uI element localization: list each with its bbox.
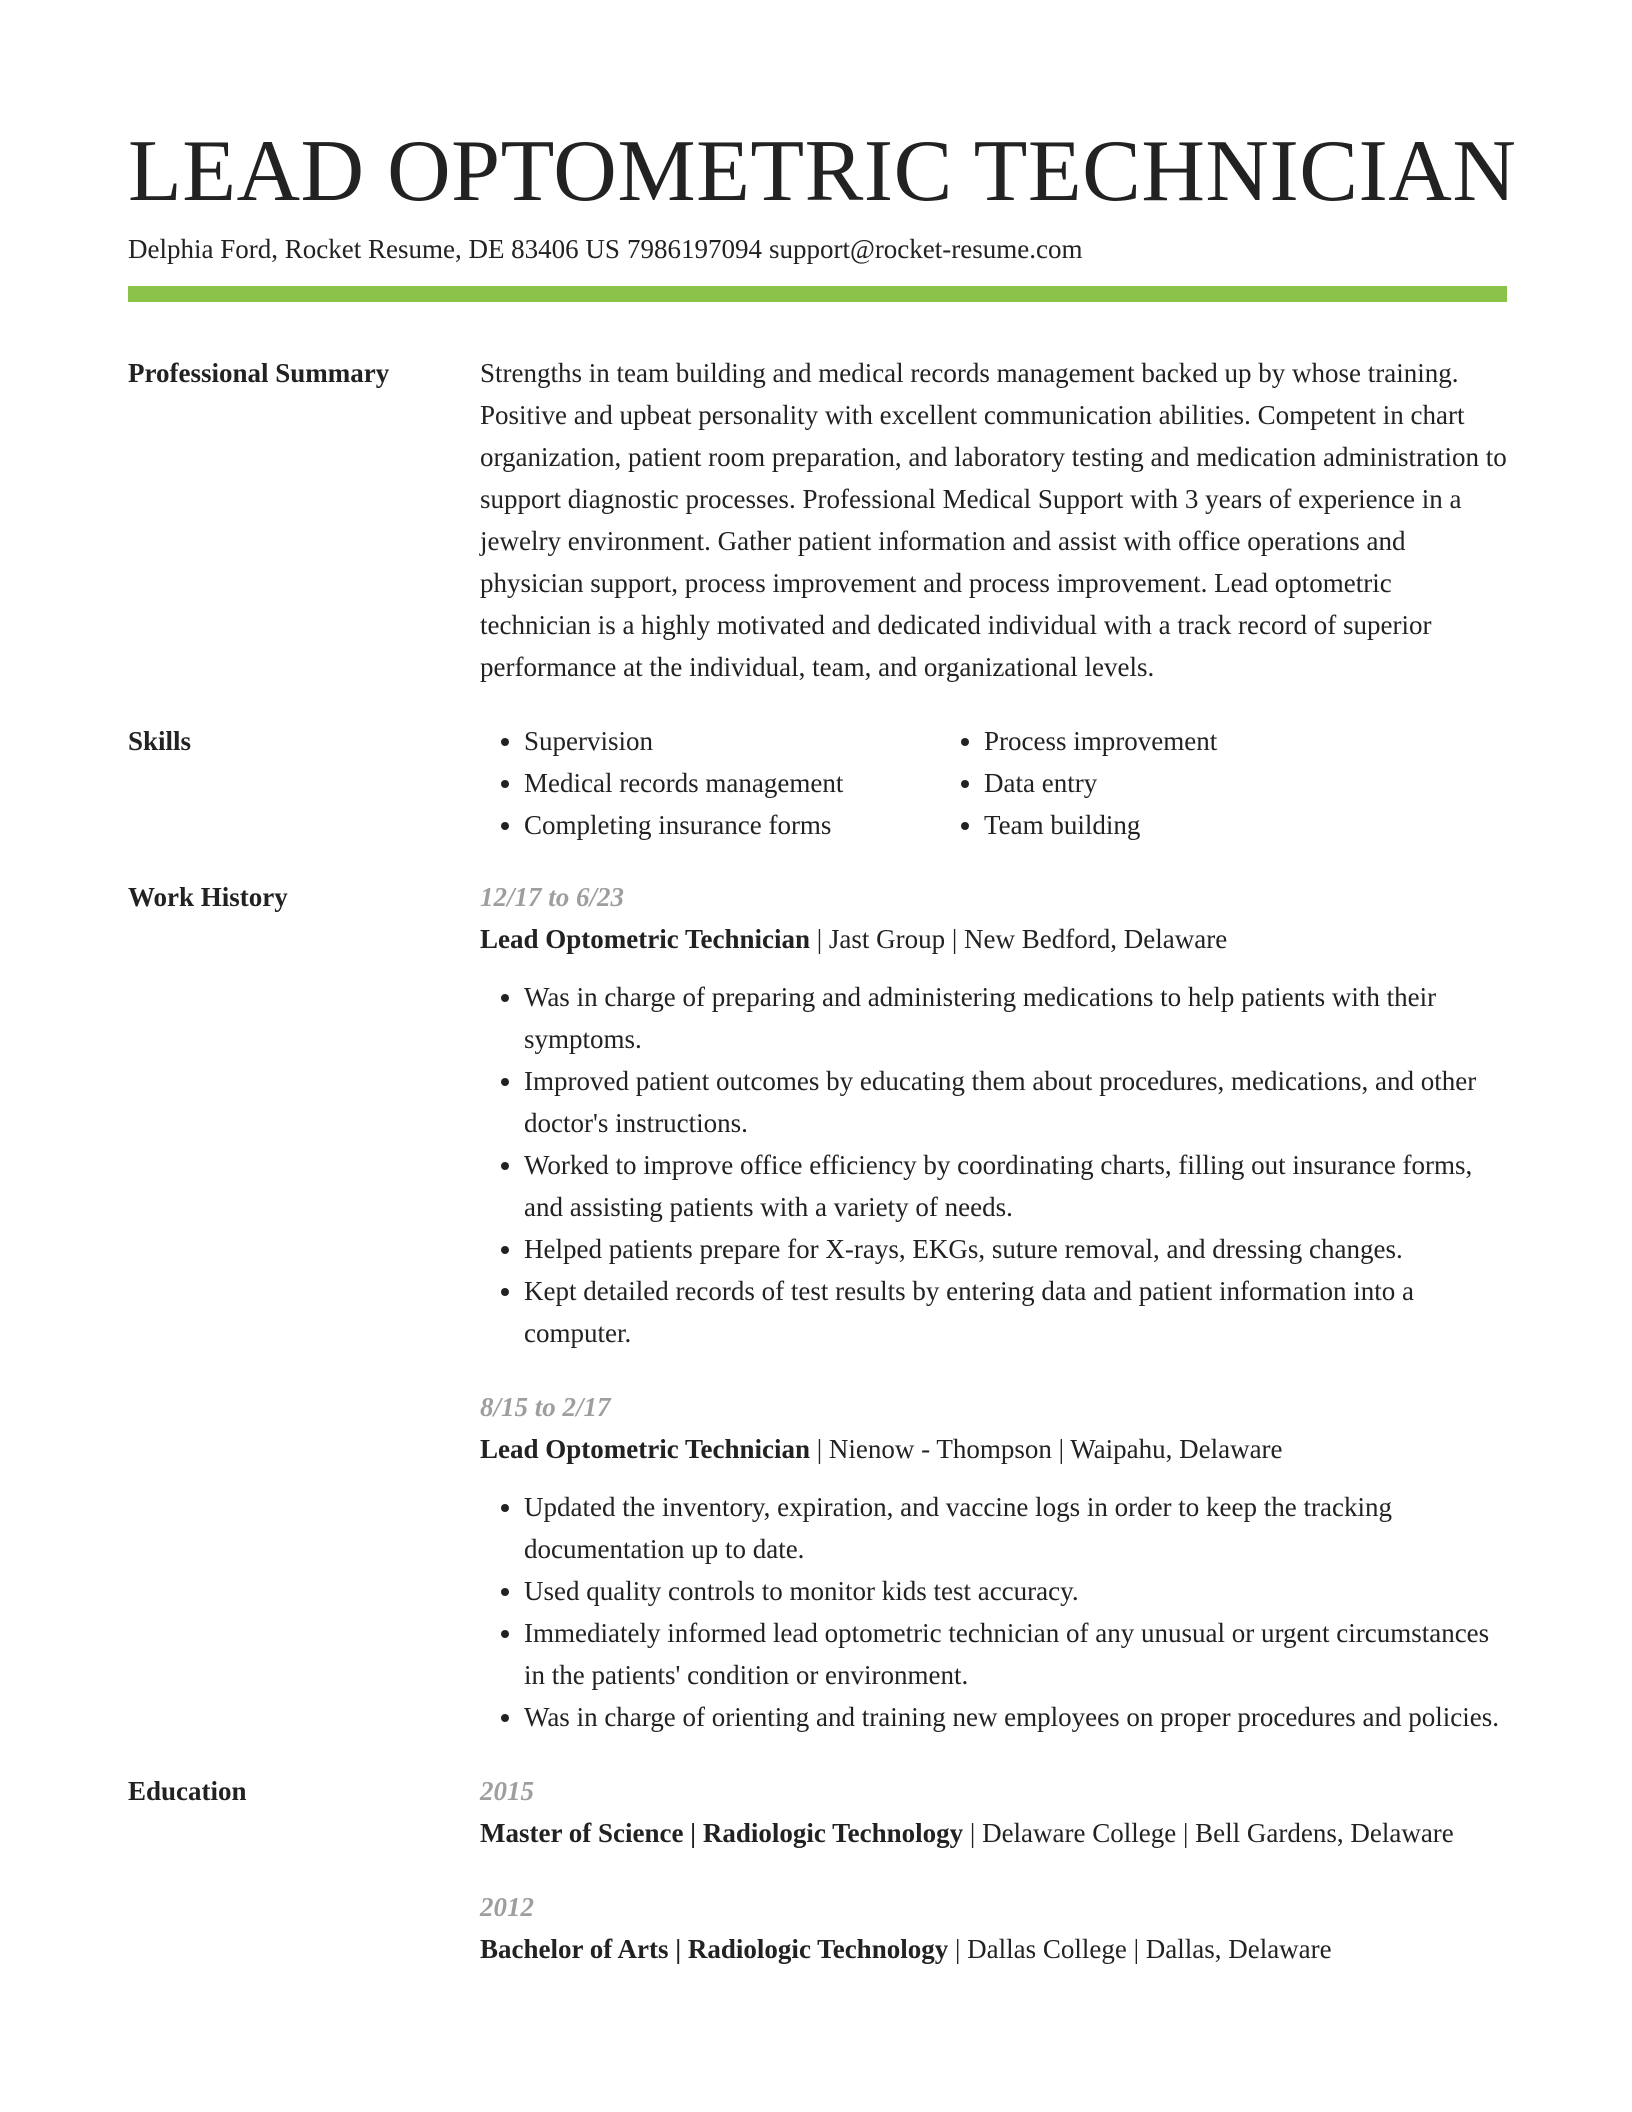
skill-item: • Data entry [984,762,1400,804]
job-bullet: • Worked to improve office efficiency by coordinating charts, filling out insurance forms, and assisting patients with a variety of needs. [524,1144,1507,1228]
education-section [128,1770,1507,1970]
job-entry [480,1386,1507,1738]
job-bullets [480,1486,1507,1738]
summary-section [128,352,1507,688]
education-school-location: | Dallas College | Dallas, Delaware [948,1934,1332,1964]
skills-list-left [480,720,940,846]
skills-grid [480,720,1507,846]
education-year: 2015 [480,1776,534,1806]
job-bullet: • Was in charge of orienting and training new employees on proper procedures and policies. [524,1696,1507,1738]
contact-address: Delphia Ford, Rocket Resume, DE 83406 US [128,234,620,264]
job-employer-location: | Nienow - Thompson | Waipahu, Delaware [810,1434,1283,1464]
contact-line [128,232,1507,266]
job-bullets [480,976,1507,1354]
work-history-section [128,876,1507,1738]
header-divider [128,286,1507,302]
job-bullet: • Used quality controls to monitor kids test accuracy. [524,1570,1507,1612]
job-dates: 12/17 to 6/23 [480,882,625,912]
summary-heading: Professional Summary [128,358,390,388]
skill-item: • Medical records management [524,762,940,804]
job-title: Lead Optometric Technician [480,1434,810,1464]
skill-item: • Process improvement [984,720,1400,762]
job-dates: 8/15 to 2/17 [480,1392,611,1422]
skill-item: • Supervision [524,720,940,762]
education-heading: Education [128,1776,247,1806]
skills-section [128,720,1507,846]
job-bullet: • Updated the inventory, expiration, and vaccine logs in order to keep the tracking documentation up to date. [524,1486,1507,1570]
education-line [480,1812,1507,1854]
job-bullet: • Improved patient outcomes by educating them about procedures, medications, and other doctor's instructions. [524,1060,1507,1144]
education-degree: Master of Science | Radiologic Technology [480,1818,964,1848]
job-role-line [480,918,1507,960]
skills-list-right [940,720,1400,846]
education-line [480,1928,1507,1970]
education-entry [480,1770,1507,1854]
job-employer-location: | Jast Group | New Bedford, Delaware [810,924,1228,954]
contact-email: support@rocket-resume.com [768,234,1083,264]
job-role-line [480,1428,1507,1470]
resume-title: LEAD OPTOMETRIC TECHNICIAN [128,123,1517,220]
job-bullet: • Helped patients prepare for X-rays, EKGs, suture removal, and dressing changes. [524,1228,1507,1270]
work-history-heading: Work History [128,882,288,912]
education-school-location: | Delaware College | Bell Gardens, Delaware [963,1818,1454,1848]
job-title: Lead Optometric Technician [480,924,810,954]
education-degree: Bachelor of Arts | Radiologic Technology [480,1934,949,1964]
education-year: 2012 [480,1892,534,1922]
skill-item: • Team building [984,804,1400,846]
skill-item: • Completing insurance forms [524,804,940,846]
skills-heading: Skills [128,726,192,756]
job-bullet: • Immediately informed lead optometric technician of any unusual or urgent circumstances in the patients' condition or environment. [524,1612,1507,1696]
education-entry [480,1886,1507,1970]
job-entry [480,876,1507,1354]
summary-text: Strengths in team building and medical records management backed up by whose training. Positive and upbeat personality with excellent communication abilities. Competent in chart organization, patient room preparation, and laboratory testing and medication administration to support diagnostic processes. Professional Medical Support with 3 years of experience in a jewelry environment. Gather patient information and assist with office operations and physician support, process improvement and process improvement. Lead optometric technician is a highly motivated and dedicated individual with a track record of superior performance at the individual, team, and organizational levels. [480,358,1507,682]
job-bullet: • Kept detailed records of test results by entering data and patient information into a computer. [524,1270,1507,1354]
job-bullet: • Was in charge of preparing and administering medications to help patients with their symptoms. [524,976,1507,1060]
contact-phone: 7986197094 [626,234,762,264]
